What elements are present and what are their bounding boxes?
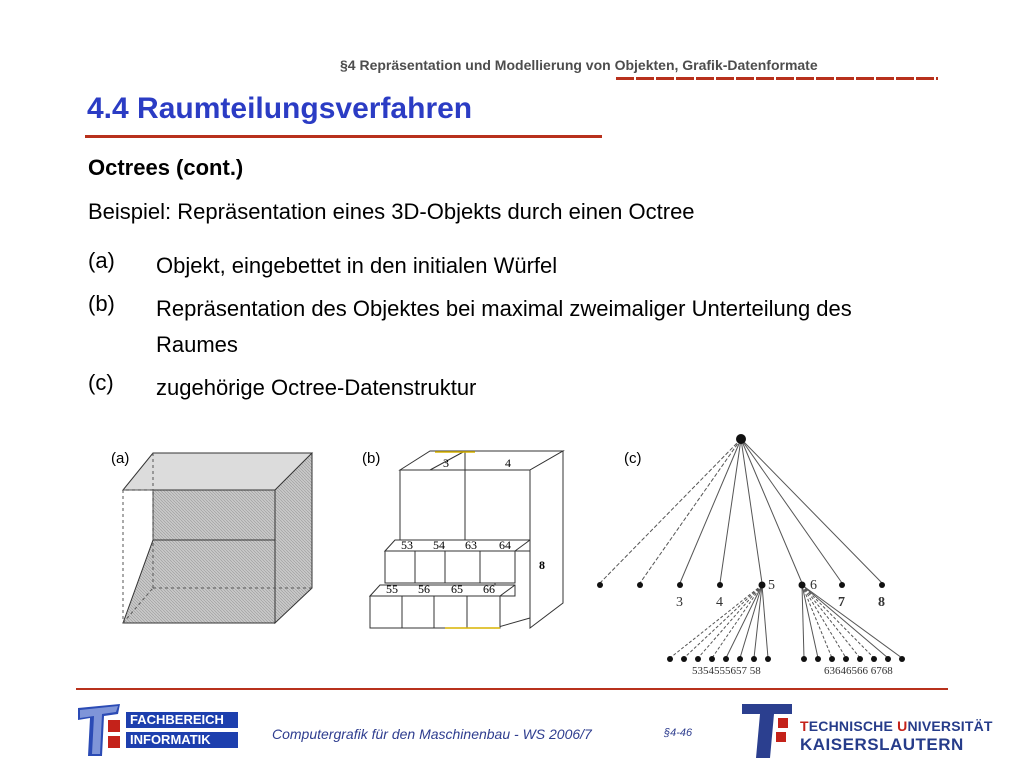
course-footer: Computergrafik für den Maschinenbau - WS 2006/7 (272, 726, 592, 742)
list-text: zugehörige Octree-Datenstruktur (156, 375, 477, 400)
figure-c-label: (c) (624, 450, 642, 467)
tu-kaiserslautern-logo (740, 698, 993, 762)
cell-label-4: 4 (505, 456, 511, 470)
cell-label-56: 56 (418, 582, 430, 596)
cell-label-63: 63 (465, 538, 477, 552)
header-rule (616, 77, 938, 80)
page-number: §4-46 (664, 727, 693, 739)
list-label: (c) (88, 370, 114, 395)
tu-name-line1 (800, 718, 993, 734)
title-rule (85, 135, 602, 138)
node-label-7: 7 (838, 595, 845, 610)
node-label-5: 5 (768, 578, 775, 593)
tu-initial-t: T (800, 718, 809, 734)
tu-initial-u: U (897, 718, 908, 734)
list-label: (a) (88, 248, 115, 273)
list-label: (b) (88, 291, 115, 316)
cell-label-3: 3 (443, 456, 449, 470)
figure-c-tree (590, 430, 920, 682)
subtitle: Octrees (cont.) (88, 155, 244, 180)
fb-line2: INFORMATIK (126, 732, 238, 748)
node-label-4: 4 (716, 595, 723, 610)
leaf-labels-right: 63646566 6768 (824, 665, 893, 677)
leaf-labels-left: 5354555657 58 (692, 665, 761, 677)
figure-b-label: (b) (362, 450, 381, 467)
cell-label-66: 66 (483, 582, 495, 596)
cell-label-8: 8 (539, 558, 545, 572)
fachbereich-logo (74, 700, 244, 760)
list-text: Repräsentation des Objektes bei maximal zweimaliger Unterteilung des Raumes (156, 296, 852, 357)
footer-rule (76, 688, 948, 690)
chapter-header: §4 Repräsentation und Modellierung von Objekten, Grafik-Datenformate (340, 57, 818, 73)
tu-word-technische: ECHNISCHE (808, 718, 898, 734)
figure-a-label: (a) (111, 450, 130, 467)
list-text: Objekt, eingebettet in den initialen Würfel (156, 253, 558, 278)
tu-word-universitaet: NIVERSITÄT (907, 718, 993, 734)
slide-title: 4.4 Raumteilungsverfahren (87, 92, 473, 125)
node-label-6: 6 (810, 578, 817, 593)
figure-a-cube (115, 445, 320, 635)
cell-label-54: 54 (433, 538, 445, 552)
node-label-8: 8 (878, 595, 885, 610)
fb-logo-icon (74, 700, 124, 760)
node-label-3: 3 (676, 595, 683, 610)
tu-name-line2: KAISERSLAUTERN (800, 735, 964, 754)
cell-label-64: 64 (499, 538, 511, 552)
cell-label-55: 55 (386, 582, 398, 596)
fb-line1: FACHBEREICH (126, 712, 238, 728)
figure-b-octree (365, 448, 565, 634)
tu-logo-icon (740, 700, 794, 760)
intro-text: Beispiel: Repräsentation eines 3D-Objekts durch einen Octree (88, 199, 695, 224)
cell-label-53: 53 (401, 538, 413, 552)
cell-label-65: 65 (451, 582, 463, 596)
